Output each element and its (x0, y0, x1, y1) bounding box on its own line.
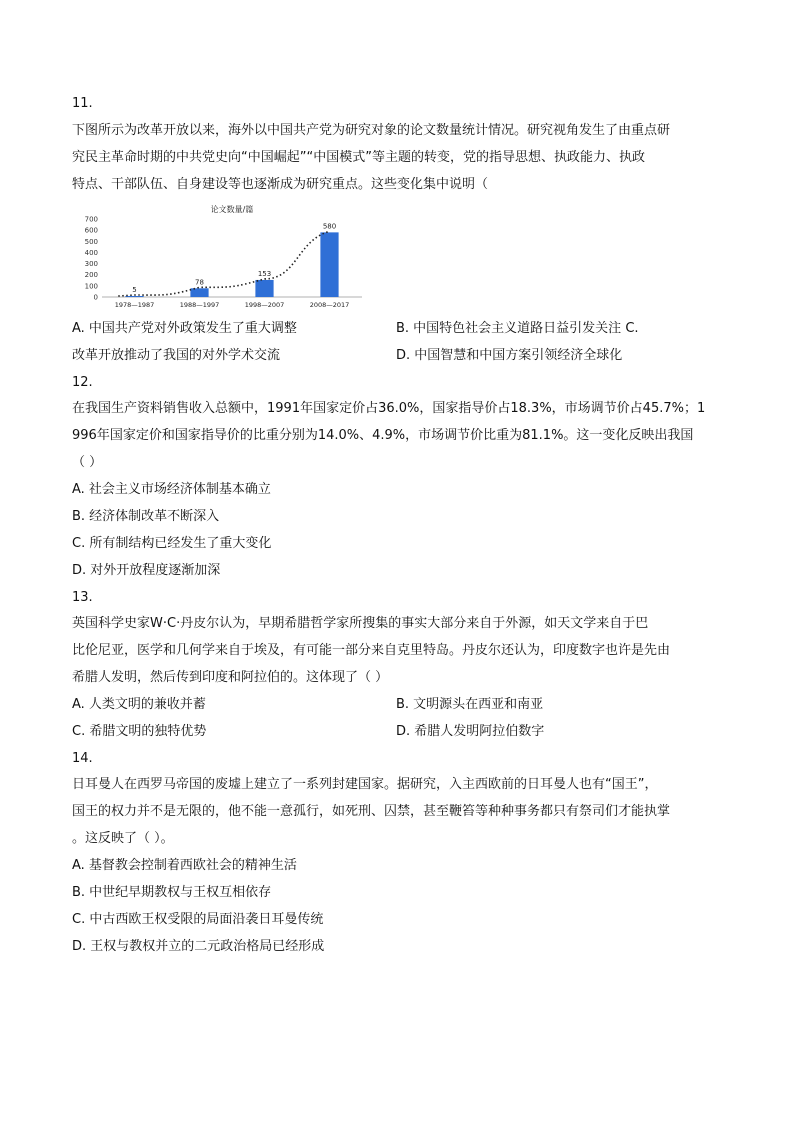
x-tick-label: 2008—2017 (309, 301, 350, 309)
q13-option-a: A. 人类文明的兼收并蓄 (72, 697, 206, 712)
q14-number: 14. (72, 751, 93, 766)
q11-option-c: 改革开放推动了我国的对外学术交流 (72, 348, 281, 363)
q12-stem-line-2: 996年国家定价和国家指导价的比重分别为14.0%、4.9%，市场调节价比重为81.1%。这一变化反映出我国 (72, 428, 694, 443)
y-tick-label: 600 (84, 226, 98, 235)
chart-title: 论文数量/篇 (210, 205, 254, 214)
q11-stem-line-2: 究民主革命时期的中共党史向“中国崛起”“中国模式”等主题的转变，党的指导思想、执政能力、执政 (72, 150, 645, 165)
trend-dotted-line (118, 231, 329, 296)
q13-number: 13. (72, 590, 93, 605)
bar (255, 280, 273, 297)
y-tick-label: 700 (84, 215, 98, 224)
data-label: 5 (132, 286, 137, 294)
q12-option-b: B. 经济体制改革不断深入 (72, 509, 220, 524)
y-tick-label: 200 (84, 271, 98, 280)
x-tick-label: 1988—1997 (179, 301, 220, 309)
q13-stem-line-2: 比伦尼亚，医学和几何学来自于埃及，有可能一部分来自克里特岛。丹皮尔还认为，印度数字也许是先由 (72, 643, 671, 658)
q13-stem-line-3: 希腊人发明，然后传到印度和阿拉伯的。这体现了（ ） (72, 670, 389, 685)
x-tick-label: 1978—1987 (114, 301, 155, 309)
q14-option-a: A. 基督教会控制着西欧社会的精神生活 (72, 858, 297, 873)
q12-number: 12. (72, 375, 93, 390)
y-tick-label: 500 (84, 237, 98, 246)
q14-option-c: C. 中古西欧王权受限的局面沿袭日耳曼传统 (72, 912, 324, 927)
q14-option-b: B. 中世纪早期教权与王权互相依存 (72, 885, 272, 900)
bar (125, 296, 143, 297)
q11-option-a: A. 中国共产党对外政策发生了重大调整 (72, 321, 297, 336)
bar (190, 288, 208, 297)
q14-stem-line-2: 国王的权力并不是无限的，他不能一意孤行，如死刑、囚禁，甚至鞭笞等种种事务都只有祭司们才能执掌 (72, 804, 671, 819)
x-axis-labels (115, 301, 350, 309)
q11-option-d: D. 中国智慧和中国方案引领经济全球化 (396, 348, 623, 363)
data-label: 153 (257, 269, 272, 278)
q13-option-c: C. 希腊文明的独特优势 (72, 724, 207, 739)
data-label: 78 (195, 278, 204, 287)
y-tick-label: 100 (84, 282, 98, 291)
q12-option-d: D. 对外开放程度逐渐加深 (72, 563, 221, 578)
y-axis-ticks (85, 216, 98, 302)
q13-stem-line-1: 英国科学史家W·C·丹皮尔认为，早期希腊哲学家所搜集的事实大部分来自于外源，如天文学来自于巴 (72, 616, 649, 631)
paper-count-bar-chart (72, 203, 372, 315)
data-label: 580 (322, 222, 337, 231)
y-tick-label: 0 (93, 293, 98, 302)
q14-stem-line-1: 日耳曼人在西罗马帝国的废墟上建立了一系列封建国家。据研究，入主西欧前的日耳曼人也有“国王”， (72, 777, 658, 792)
q12-stem-line-3: （ ） (72, 455, 103, 470)
q11-stem-line-1: 下图所示为改革开放以来，海外以中国共产党为研究对象的论文数量统计情况。研究视角发生了由重点研 (72, 123, 671, 138)
bar (320, 232, 338, 297)
q11-number: 11. (72, 96, 93, 111)
q11-option-b: B. 中国特色社会主义道路日益引发关注 C. (396, 321, 639, 336)
bars (125, 232, 338, 297)
x-tick-label: 1998—2007 (244, 301, 285, 309)
q13-option-b: B. 文明源头在西亚和南亚 (396, 697, 544, 712)
q14-option-d: D. 王权与教权并立的二元政治格局已经形成 (72, 939, 325, 954)
q12-option-a: A. 社会主义市场经济体制基本确立 (72, 482, 271, 497)
q11-stem-line-3: 特点、干部队伍、自身建设等也逐渐成为研究重点。这些变化集中说明（ (72, 177, 489, 192)
q12-option-c: C. 所有制结构已经发生了重大变化 (72, 536, 272, 551)
q12-stem-line-1: 在我国生产资料销售收入总额中，1991年国家定价占36.0%，国家指导价占18.3%，市场调节价占45.7%；1 (72, 401, 706, 416)
q13-option-d: D. 希腊人发明阿拉伯数字 (396, 724, 545, 739)
q14-stem-line-3: 。这反映了（ ）。 (72, 831, 174, 846)
y-tick-label: 300 (84, 260, 98, 269)
value-labels (132, 222, 336, 294)
y-tick-label: 400 (84, 248, 98, 257)
